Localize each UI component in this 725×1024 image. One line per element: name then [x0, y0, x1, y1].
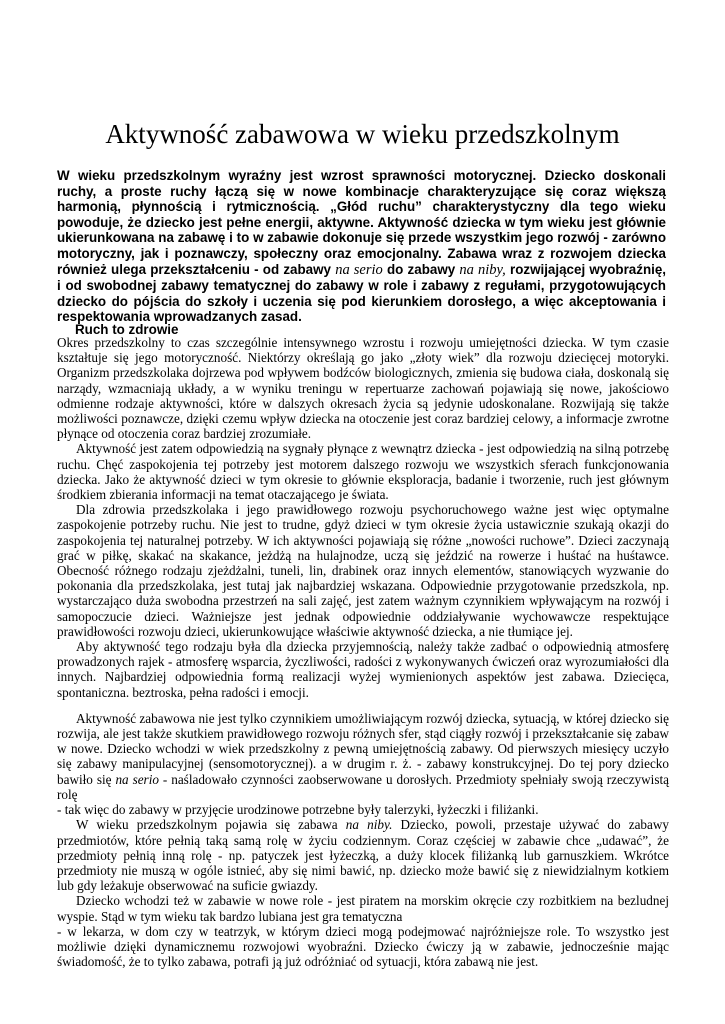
lead-text-3: rozwijającej wyobraźnię, i od swobodnej zabawy tematycznej do zabawy w role i zabawy z regułami, przygotowujących dziecko do pójścia do szkoły i uczenia się pod kierunkiem dorosłego, a więc akceptowania i respektowania wprowadzanych zasad.: [57, 261, 667, 325]
paragraph-5-emphasis: na serio: [115, 771, 159, 787]
paragraph-1: Okres przedszkolny to czas szczególnie intensywnego wzrostu i rozwoju umiejętności dziecka. W tym czasie kształtuje się jego motoryczność. Niektórzy określają go jako „złoty wiek” dla rozwoju dziecięcej motoryki. Organizm przedszkolaka dojrzewa pod wpływem bodźców biologicznych, zmienia się budowa ciała, doskonalą się narządy, wzmacniają układy, a w wyniku treningu w repertuarze zachowań pojawiają się nowe, jakościowo odmienne rodzaje aktywności, które w dalszych okresach życia są jedynie udoskonalane. Rozwijają się także możliwości poznawcze, dzięki czemu wpływ dziecka na otoczenie jest coraz bardziej celowy, a informacje zwrotne płynące od otoczenia coraz bardziej zrozumiałe.: [57, 335, 669, 442]
lead-paragraph: [57, 168, 666, 325]
lead-text-2: do zabawy: [382, 261, 460, 277]
article-body: [57, 335, 669, 969]
page-title: Aktywność zabawowa w wieku przedszkolnym: [105, 119, 620, 149]
lead-emphasis-na-niby: na niby,: [459, 261, 506, 278]
paragraph-8: Dziecko wchodzi też w zabawie w nowe role - jest piratem na morskim okręcie czy rozbitkiem na bezludnej wyspie. Stąd w tym wieku tak bardzo lubiana jest gra tematyczna: [57, 893, 669, 924]
paragraph-6: - tak więc do zabawy w przyjęcie urodzinowe potrzebne były talerzyki, łyżeczki i filiżanki.: [57, 802, 539, 818]
paragraph-5-text-2: - naśladowało czynności zaobserwowane u dorosłych. Przedmioty spełniały swoją rzeczywistą rolę: [57, 771, 669, 802]
paragraph-2: Aktywność jest zatem odpowiedzią na sygnały płynące z wewnątrz dziecka - jest odpowiedzią na silną potrzebę ruchu. Chęć zaspokojenia tej potrzeby jest motorem dalszego rozwoju we wszystkich sferach funkcjonowania dziecka. Jako że aktywność dzieci w tym okresie to głównie eksploracja, badanie i tworzenie, ruch jest głównym środkiem zbierania informacji na temat otaczającego je świata.: [57, 441, 669, 503]
paragraph-7-emphasis: na niby.: [345, 817, 393, 833]
lead-emphasis-na-serio: na serio: [335, 261, 383, 278]
paragraph-7-text-1: W wieku przedszkolnym pojawia się zabawa: [76, 817, 346, 833]
paragraph-4: Aby aktywność tego rodzaju była dla dziecka przyjemnością, należy także zadbać o odpowiednią atmosferę prowadzonych rajek - atmosferę wsparcia, życzliwości, radości z wykonywanych ćwiczeń oraz wyrozumiałości dla innych. Najbardziej odpowiednia formą realizacji wyżej wymienionych aspektów jest zabawa. Dziecięca, spontaniczna. beztroska, pełna radości i emocji.: [57, 639, 669, 700]
paragraph-5: [57, 711, 669, 802]
paragraph-5-text-1: Aktywność zabawowa nie jest tylko czynnikiem umożliwiającym rozwój dziecka, sytuacją, w której dziecko się rozwija, ale jest także skutkiem prawidłowego rozwoju różnych sfer, stąd ciągły rozwój i przekształcanie się zabaw w nowe. Dziecko wchodzi w wiek przedszkolny z pewną umiejętnością zabawy. Od pierwszych miesięcy uczyło się zabawy manipulacyjnej (sensomotorycznej). a w drugim r. ż. - zabawy konstrukcyjnej. Do tej pory dziecko bawiło się: [57, 710, 669, 787]
paragraph-7-text-2: Dziecko, powoli, przestaje używać do zabawy przedmiotów, które pełnią taką samą rolę w życiu codziennym. Coraz częściej w zabawie chce „udawać”, że przedmioty pełnią inną rolę - np. patyczek jest łyżeczką, a duży klocek filiżanką lub garnuszkiem. Wkrótce przedmioty nie muszą w ogóle istnieć, aby się nimi bawić, np. dziecko może bawić się z niewidzialnym kotkiem lub gdy leżakuje obserwować na suficie gwiazdy.: [57, 817, 669, 894]
section-heading: Ruch to zdrowie: [75, 322, 179, 337]
paragraph-9: - w lekarza, w dom czy w teatrzyk, w którym dzieci mogą podejmować najróżniejsze role. To wszystko jest możliwie dzięki dynamicznemu rozwojowi wyobraźni. Dziecko ćwiczy ją w zabawie, jednocześnie mając świadomość, że to tylko zabawa, potrafi ją już odróżniać od sytuacji, która zabawą nie jest.: [57, 923, 669, 970]
paragraph-3: Dla zdrowia przedszkolaka i jego prawidłowego rozwoju psychoruchowego ważne jest więc optymalne zaspokojenie potrzeby ruchu. Nie jest to trudne, gdyż dzieci w tym okresie życia ustawicznie szukają okazji do zaspokojenia tej naturalnej potrzeby. W ich aktywności pojawiają się różne „nowości ruchowe”. Dzieci zaczynają grać w piłkę, skakać na skakance, jeżdżą na hulajnodze, uczą się jeździć na rowerze i huśtać na huśtawce. Obecność różnego rodzaju zjeżdżalni, tuneli, lin, drabinek oraz innych elementów, stanowiących wyzwanie do pokonania dla przedszkolaka, jest tutaj jak najbardziej wskazana. Odpowiednie przygotowanie przedszkola, np. wystarczająco duża swobodna przestrzeń na sali zajęć, jest zatem ważnym czynnikiem wpływającym na rozwój i samopoczucie dzieci. Ważniejsze jest jednak odpowiednie oddziaływanie wychowawcze respektujące prawidłowości rozwoju dzieci, ukierunkowujące właściwie aktywność dziecka, a nie tłumiące jej.: [57, 502, 669, 639]
lead-text-1: W wieku przedszkolnym wyraźny jest wzrost sprawności motorycznej. Dziecko doskonali ruchy, a proste ruchy łączą się w nowe kombinacje charakteryzujące się coraz większą harmonią, płynnością i rytmicznością. „Głód ruchu” charakterystyczny dla tego wieku powoduje, że dziecko jest pełne energii, aktywne. Aktywność dziecka w tym wieku jest głównie ukierunkowana na zabawę i to w zabawie dokonuje się przede wszystkim jego rozwój - zarówno motoryczny, jak i poznawczy, społeczny oraz emocjonalny. Zabawa wraz z rozwojem dziecka również ulega przekształceniu - od zabawy: [57, 168, 666, 277]
paragraph-7: [57, 817, 669, 893]
